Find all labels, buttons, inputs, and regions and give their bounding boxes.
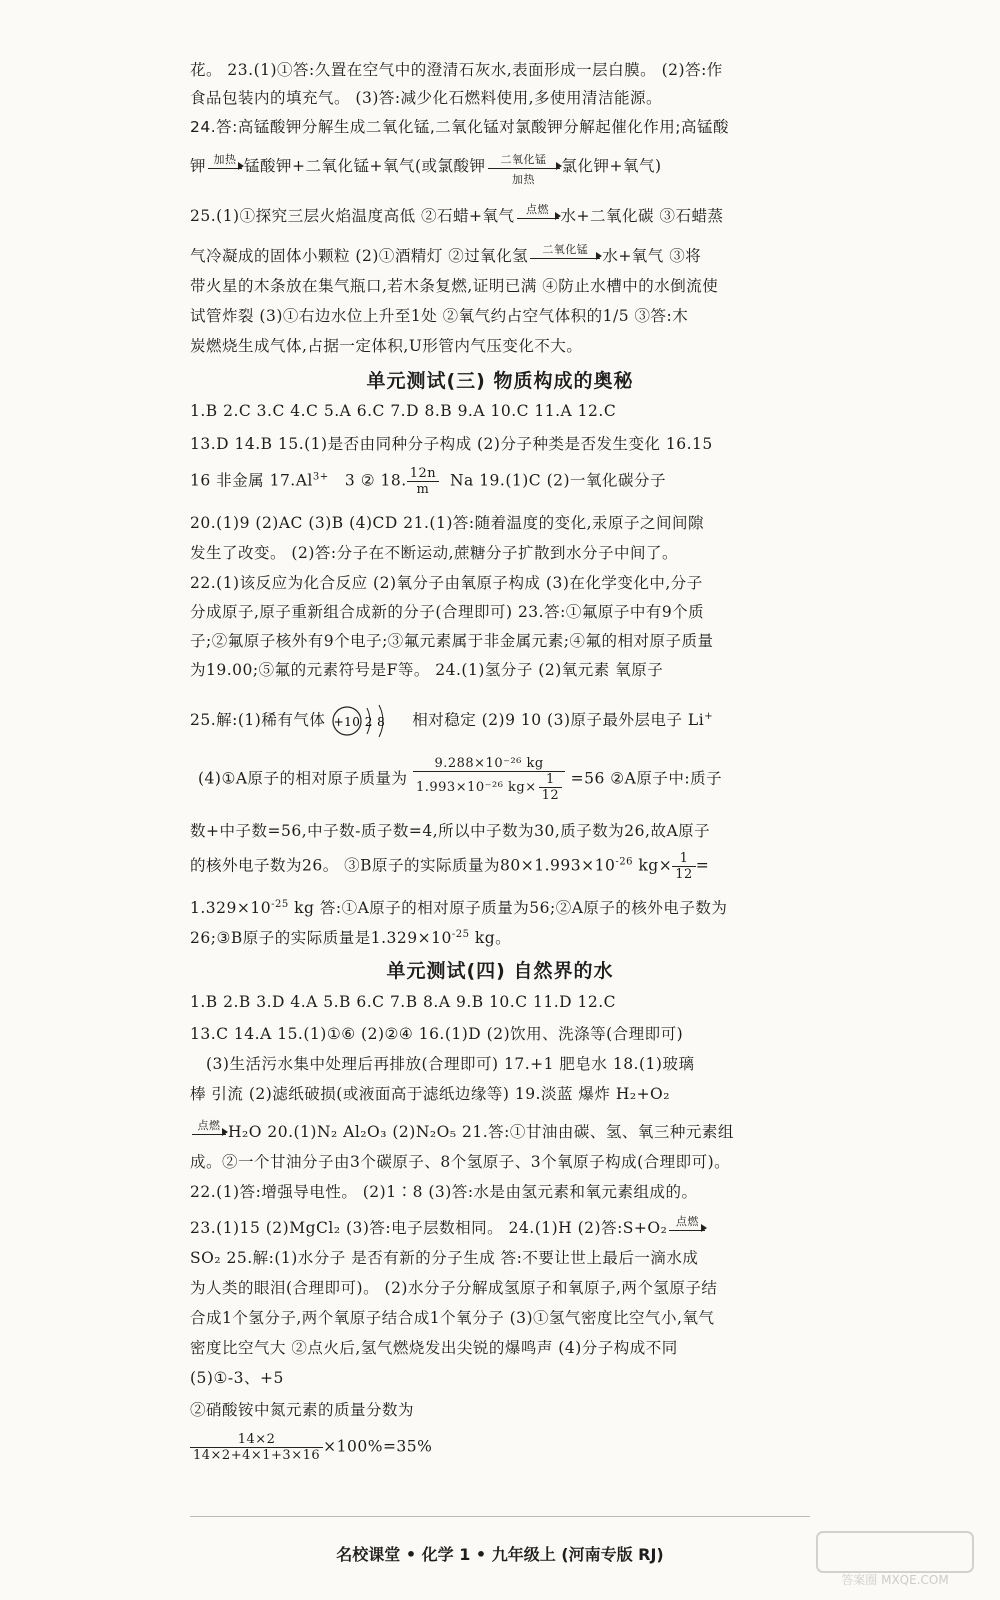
text-line: 试管炸裂 (3)①右边水位上升至1处 ②氧气约占空气体积的1/5 ③答:木 xyxy=(190,307,689,325)
text-line: 点燃 H₂O 20.(1)N₂ Al₂O₃ (2)N₂O₅ 21.答:①甘油由碳、氢、氧三种元素组 xyxy=(190,1120,734,1142)
text-line: 16 非金属 $17.Al^{3+}$ 3 ② 18. $\frac{12n}{m}$ Na 19.(1)C (2)一氧化碳分子 xyxy=(190,466,667,497)
text-line: 为19.00;⑤氟的元素符号是F等。 24.(1)氢分子 (2)氧元素 氧原子 xyxy=(190,661,664,679)
text-line: 食品包装内的填充气。 (3)答:减少化石燃料使用,多使用清洁能源。 xyxy=(190,89,663,107)
text-line: 发生了改变。 (2)答:分子在不断运动,蔗糖分子扩散到水分子中间了。 xyxy=(190,544,679,562)
text-line: ②硝酸铵中氮元素的质量分数为 xyxy=(190,1401,415,1419)
equation-24: 钾 加热 锰酸钾+二氧化锰+氧气(或氯酸钾 二氧化锰 加热 氯化钾+氧气) xyxy=(190,153,662,186)
text-line: 的核外电子数为26。 ③B原子的实际质量为$80\times 1.993\times 10^{-26}$ kg× $\frac{1}{12}$ = xyxy=(190,851,710,882)
text-line: 20.(1)9 (2)AC (3)B (4)CD 21.(1)答:随着温度的变化,汞原子之间间隙 xyxy=(190,514,705,532)
shell-electrons: 2 8 xyxy=(364,715,386,729)
text-line: 带火星的木条放在集气瓶口,若木条复燃,证明已满 ④防止水槽中的水倒流使 xyxy=(190,277,719,295)
text-line: $1.329\times 10^{-25}$ kg 答:①A原子的相对原子质量为56;②A原子的核外电子数为 xyxy=(190,898,728,917)
text-line: 数+中子数=56,中子数-质子数=4,所以中子数为30,质子数为26,故A原子 xyxy=(190,822,711,840)
text-line: 合成1个氢分子,两个氧原子结合成1个氧分子 (3)①氢气密度比空气小,氧气 xyxy=(190,1309,715,1327)
formula-line: $\frac{14\times 2}{14\times 2+4\times 1+3\times 16}$ ×100%=35% xyxy=(190,1432,432,1463)
section-title: 单元测试(四) 自然界的水 xyxy=(386,960,614,982)
footer-divider xyxy=(190,1516,810,1517)
nucleus-charge: +10 xyxy=(333,715,361,729)
text-line: 25.解:(1)稀有气体 +10 2 8 相对稳定 (2)9 10 (3)原子最外层电子 Li+ xyxy=(190,702,713,740)
section-title: 单元测试(三) 物质构成的奥秘 xyxy=(366,370,634,392)
text-line: (5)①-3、+5 xyxy=(190,1369,284,1387)
reaction-arrow: 点燃 xyxy=(192,1131,226,1135)
watermark-text: 答案圈 MXQE.COM xyxy=(841,1573,949,1587)
text-line: 13.C 14.A 15.(1)①⑥ (2)②④ 16.(1)D (2)饮用、洗涤等(合理即可) xyxy=(190,1025,684,1043)
text-line: 1.B 2.B 3.D 4.A 5.B 6.C 7.B 8.A 9.B 10.C 11.D 12.C xyxy=(190,993,617,1011)
text-line: 1.B 2.C 3.C 4.C 5.A 6.C 7.D 8.B 9.A 10.C 11.A 12.C xyxy=(190,402,617,420)
page-footer: 名校课堂 • 化学 1 • 九年级上 (河南专版 RJ) xyxy=(336,1545,664,1564)
text-line: 密度比空气大 ②点火后,氢气燃烧发出尖锐的爆鸣声 (4)分子构成不同 xyxy=(190,1339,678,1357)
fraction: 9.288×10⁻²⁶ kg 1.993×10⁻²⁶ kg× $\frac{1}{12}$ xyxy=(413,756,565,803)
reaction-arrow: 点燃 xyxy=(517,215,559,219)
atom-structure-diagram xyxy=(331,702,407,740)
text-line: 23.(1)15 (2)MgCl₂ (3)答:电子层数相同。 24.(1)H (2)答:S+O₂ 点燃 xyxy=(190,1216,707,1238)
text-line: 22.(1)答:增强导电性。 (2)1∶8 (3)答:水是由氢元素和氧元素组成的。 xyxy=(190,1183,698,1201)
text-line: 成。②一个甘油分子由3个碳原子、8个氢原子、3个氧原子构成(合理即可)。 xyxy=(190,1153,731,1171)
reaction-arrow: 点燃 xyxy=(669,1227,705,1231)
text-line: SO₂ 25.解:(1)水分子 是否有新的分子生成 答:不要让世上最后一滴水成 xyxy=(190,1249,699,1267)
text-line: 22.(1)该反应为化合反应 (2)氧分子由氧原子构成 (3)在化学变化中,分子 xyxy=(190,574,703,592)
text-line: 炭燃烧生成气体,占据一定体积,U形管内气压变化不大。 xyxy=(190,337,583,355)
reaction-arrow: 二氧化锰 xyxy=(530,255,600,259)
text-line: 13.D 14.B 15.(1)是否由同种分子构成 (2)分子种类是否发生变化 16.15 xyxy=(190,435,713,453)
reaction-arrow: 二氧化锰 加热 xyxy=(488,165,560,169)
fraction: $\frac{1}{12}$ xyxy=(672,851,696,882)
text-line: (3)生活污水集中处理后再排放(合理即可) 17.+1 肥皂水 18.(1)玻璃 xyxy=(206,1055,695,1073)
text-line: 棒 引流 (2)滤纸破损(或液面高于滤纸边缘等) 19.淡蓝 爆炸 H₂+O₂ xyxy=(190,1085,670,1103)
text-line: 26;③B原子的实际质量是$1.329\times 10^{-25}$ kg。 xyxy=(190,928,512,947)
reaction-arrow: 加热 xyxy=(208,165,242,169)
text-line: 子;②氟原子核外有9个电子;③氟元素属于非金属元素;④氟的相对原子质量 xyxy=(190,632,714,650)
text-line: 气冷凝成的固体小颗粒 (2)①酒精灯 ②过氧化氢 二氧化锰 水+氧气 ③将 xyxy=(190,243,702,265)
text-line: 分成原子,原子重新组合成新的分子(合理即可) 23.答:①氟原子中有9个质 xyxy=(190,603,705,621)
text-line: 为人类的眼泪(合理即可)。 (2)水分子分解成氢原子和氧原子,两个氢原子结 xyxy=(190,1279,718,1297)
watermark xyxy=(815,1530,975,1590)
fraction: $\frac{14\times 2}{14\times 2+4\times 1+3\times 16}$ xyxy=(190,1432,323,1463)
text-line: (4)①A原子的相对原子质量为 9.288×10⁻²⁶ kg 1.993×10⁻²⁶ kg× $\frac{1}{12}$ =56 ②A原子中:质子 xyxy=(198,756,723,803)
text-line: 25.(1)①探究三层火焰温度高低 ②石蜡+氧气 点燃 水+二氧化碳 ③石蜡蒸 xyxy=(190,203,724,225)
text-line: 花。 23.(1)①答:久置在空气中的澄清石灰水,表面形成一层白膜。 (2)答:作 xyxy=(190,61,723,79)
fraction: $\frac{12n}{m}$ xyxy=(407,466,439,497)
text-line: 24.答:高锰酸钾分解生成二氧化锰,二氧化锰对氯酸钾分解起催化作用;高锰酸 xyxy=(190,118,730,136)
